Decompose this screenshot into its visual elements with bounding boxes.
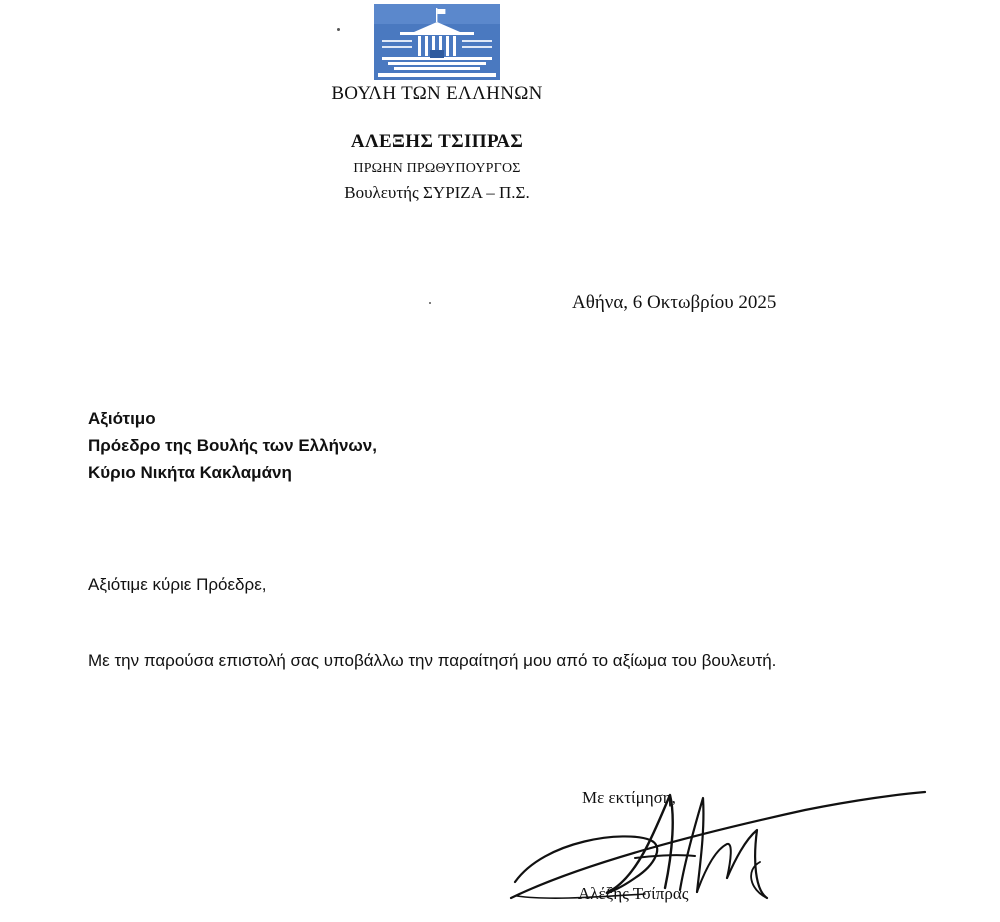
institution-name: ΒΟΥΛΗ ΤΩΝ ΕΛΛΗΝΩΝ	[331, 83, 543, 104]
parliament-emblem-icon	[374, 4, 500, 80]
date-line: Αθήνα, 6 Οκτωβρίου 2025	[572, 292, 777, 313]
recipient-line-1: Αξιότιμο	[88, 409, 156, 428]
closing-line: Με εκτίμηση,	[582, 788, 676, 807]
sender-party: Βουλευτής ΣΥΡΙΖΑ – Π.Σ.	[344, 183, 530, 202]
recipient-line-2: Πρόεδρο της Βουλής των Ελλήνων,	[88, 436, 377, 455]
scan-speck	[337, 28, 340, 31]
salutation: Αξιότιμε κύριε Πρόεδρε,	[88, 575, 267, 594]
sender-title: ΠΡΩΗΝ ΠΡΩΘΥΠΟΥΡΓΟΣ	[353, 161, 521, 176]
letter-body: Με την παρούσα επιστολή σας υποβάλλω την παραίτησή μου από το αξίωμα του βουλευτή.	[88, 651, 777, 670]
sender-name: ΑΛΕΞΗΣ ΤΣΙΠΡΑΣ	[350, 131, 524, 152]
signer-name: Αλέξης Τσίπρας	[578, 884, 689, 903]
handwritten-signature-icon	[505, 770, 935, 920]
recipient-line-3: Κύριο Νικήτα Κακλαμάνη	[88, 463, 292, 482]
scan-speck	[429, 302, 431, 304]
